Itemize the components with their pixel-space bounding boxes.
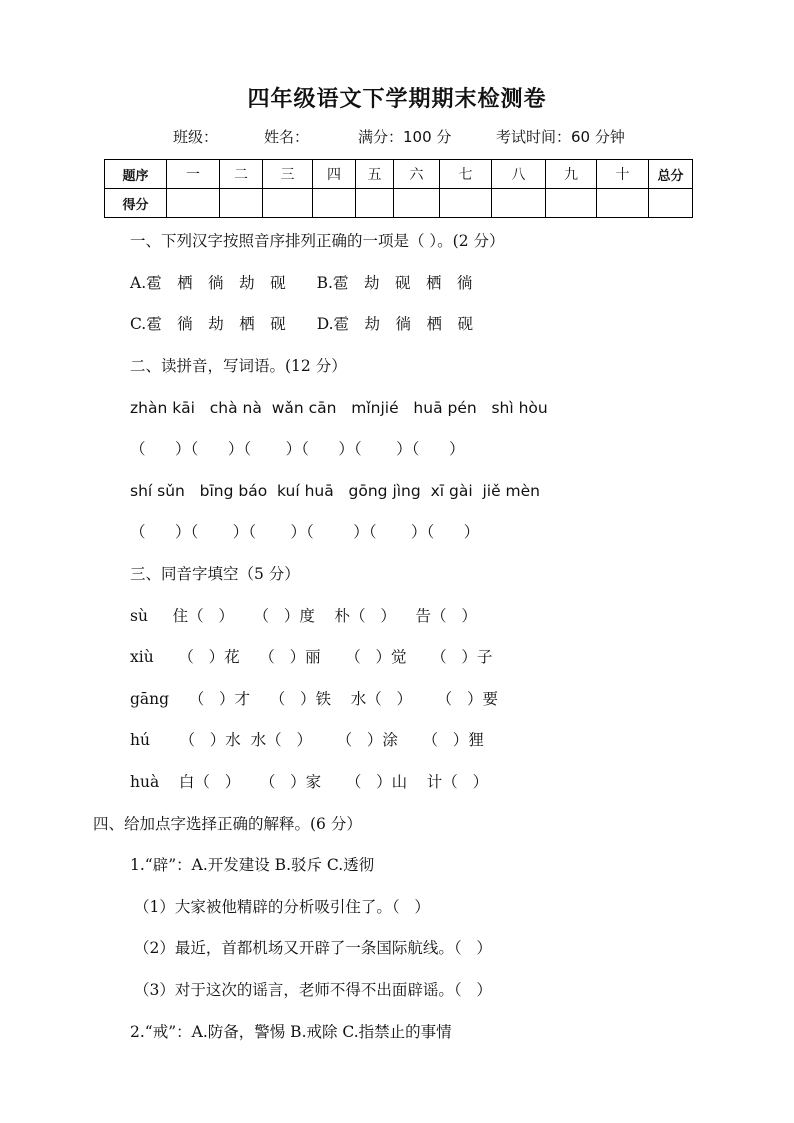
- column-header: 四: [313, 160, 356, 189]
- column-header: 二: [220, 160, 263, 189]
- q2-heading: 二、读拼音，写词语。(12 分）: [130, 357, 347, 375]
- q3-heading: 三、同音字填空（5 分）: [130, 565, 300, 583]
- q3-homophone-line: xiù （ ）花 （ ）丽 （ ）觉 （ ）子: [130, 648, 493, 666]
- full-score-label: 满分：100 分: [358, 128, 452, 146]
- q4-item-line: 1.“辟”：A.开发建设 B.驳斥 C.透彻: [130, 856, 375, 874]
- score-cell[interactable]: [492, 189, 546, 218]
- q3-homophone-line: gāng （ ）才 （ ）铁 水（ ） （ ）要: [130, 690, 498, 708]
- q4-item-line: （1）大家被他精辟的分析吸引住了。（ ）: [134, 898, 430, 916]
- column-header: 一: [167, 160, 220, 189]
- name-label: 姓名：: [264, 128, 310, 146]
- score-cell[interactable]: [356, 189, 394, 218]
- column-header: 九: [546, 160, 597, 189]
- column-header: 三: [263, 160, 313, 189]
- score-label-cell: 得分: [105, 189, 167, 218]
- score-table-score-row: [105, 189, 693, 218]
- q2-answer-blanks: （ ）（ ）（ ）（ ）（ ）（ ）: [130, 440, 465, 458]
- q4-heading: 四、给加点字选择正确的解释。(6 分）: [93, 815, 362, 833]
- score-cell[interactable]: [220, 189, 263, 218]
- score-table: [104, 159, 693, 218]
- q3-homophone-line: hú （ ）水 水（ ） （ ）涂 （ ）狸: [130, 731, 484, 749]
- total-label-cell: 总分: [649, 160, 693, 189]
- q3-homophone-line: huà 白（ ） （ ）家 （ ）山 计（ ）: [130, 773, 489, 791]
- exam-time-label: 考试时间：60 分钟: [496, 128, 625, 146]
- exam-info-row: [0, 126, 794, 146]
- score-cell[interactable]: [263, 189, 313, 218]
- q4-item-line: （2）最近，首都机场又开辟了一条国际航线。（ ）: [134, 939, 492, 957]
- score-cell[interactable]: [649, 189, 693, 218]
- column-header: 五: [356, 160, 394, 189]
- q1-option-line: A.雹 栖 徜 劫 砚 B.雹 劫 砚 栖 徜: [130, 274, 473, 292]
- q3-homophone-line: sù 住（ ） （ ）度 朴（ ） 告（ ）: [130, 607, 477, 625]
- score-table-header-row: [105, 160, 693, 189]
- column-header: 十: [597, 160, 649, 189]
- score-cell[interactable]: [546, 189, 597, 218]
- score-cell[interactable]: [440, 189, 492, 218]
- column-header: 六: [394, 160, 440, 189]
- score-cell[interactable]: [597, 189, 649, 218]
- q2-answer-blanks: （ ）（ ）（ ）（ ）（ ）（ ）: [130, 523, 480, 541]
- score-cell[interactable]: [167, 189, 220, 218]
- column-header: 七: [440, 160, 492, 189]
- class-label: 班级：: [173, 128, 219, 146]
- q4-item-line: 2.“戒”：A.防备，警惕 B.戒除 C.指禁止的事情: [130, 1023, 452, 1041]
- q4-item-line: （3）对于这次的谣言，老师不得不出面辟谣。（ ）: [134, 981, 492, 999]
- column-header: 八: [492, 160, 546, 189]
- q2-pinyin-line: shí sǔn bīng báo kuí huā gōng jìng xī gài jiě mèn: [130, 482, 541, 500]
- page-title: 四年级语文下学期期末检测卷: [247, 87, 547, 112]
- q2-pinyin-line: zhàn kāi chà nà wǎn cān mǐnjié huā pén shì hòu: [130, 399, 548, 417]
- order-label-cell: 题序: [105, 160, 167, 189]
- q1-option-line: C.雹 徜 劫 栖 砚 D.雹 劫 徜 栖 砚: [130, 315, 474, 333]
- score-cell[interactable]: [313, 189, 356, 218]
- score-cell[interactable]: [394, 189, 440, 218]
- q1-heading: 一、下列汉字按照音序排列正确的一项是（ ）。(2 分）: [130, 232, 505, 250]
